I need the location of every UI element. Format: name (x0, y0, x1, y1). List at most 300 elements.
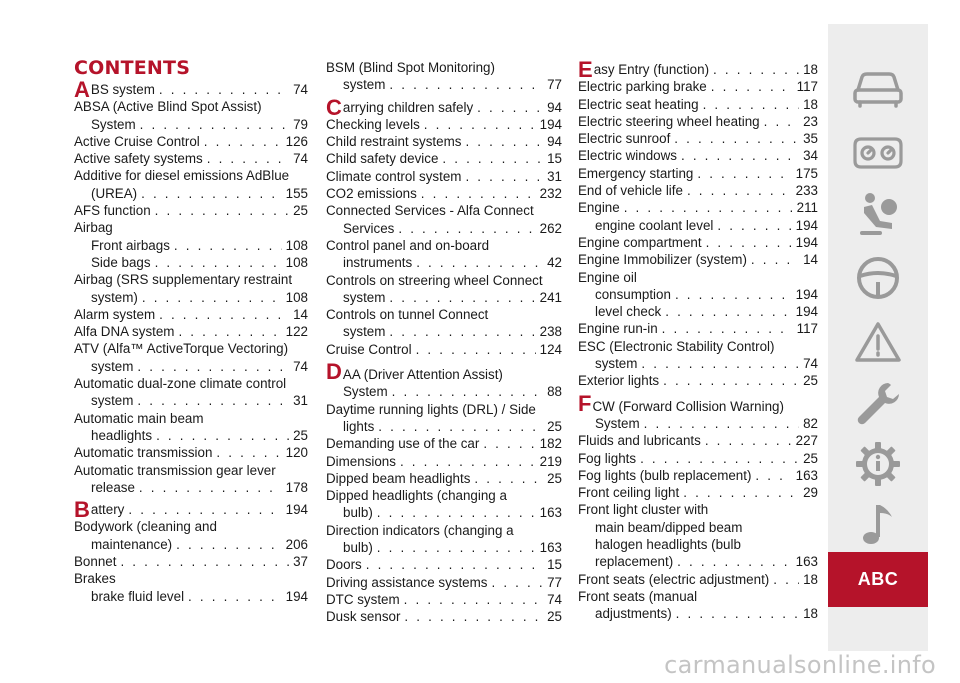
index-entry-label: replacement) (595, 554, 674, 570)
index-entry-label: Checking levels (326, 116, 420, 132)
index-entry-label: Electric parking brake (578, 79, 707, 95)
index-entry-label: System (91, 116, 136, 132)
index-entry-label: asy Entry (function) (593, 62, 710, 77)
index-heading (74, 518, 308, 535)
index-entry[interactable] (326, 383, 562, 400)
index-column-3 (578, 57, 818, 623)
page-number: 74 (293, 82, 308, 97)
dot-leader (665, 303, 791, 320)
index-entry[interactable] (578, 286, 818, 303)
index-entry[interactable] (326, 418, 562, 435)
index-entry-label: BS system (90, 82, 155, 97)
index-entry[interactable] (578, 96, 818, 113)
index-entry[interactable] (74, 427, 308, 444)
dot-leader (159, 81, 289, 98)
index-entry[interactable] (578, 450, 818, 467)
page-number: 124 (539, 341, 562, 357)
index-entry[interactable] (74, 150, 308, 167)
index-entry[interactable] (326, 574, 562, 591)
index-entry[interactable] (578, 217, 818, 234)
index-entry[interactable] (74, 323, 308, 340)
index-heading-label: Airbag (SRS supplementary restraint (74, 272, 293, 288)
dot-leader (128, 501, 281, 518)
dot-leader (377, 539, 536, 556)
dot-leader (706, 234, 792, 251)
page-number: 15 (547, 557, 562, 573)
index-entry[interactable] (326, 220, 562, 237)
dot-leader (366, 556, 543, 573)
section-letter: A (74, 77, 90, 103)
dot-leader (773, 571, 799, 588)
index-entry[interactable] (74, 254, 308, 271)
index-entry[interactable] (74, 536, 308, 553)
index-heading (578, 501, 818, 518)
dot-leader (155, 202, 289, 219)
index-entry[interactable] (326, 150, 562, 167)
airbag-person-icon[interactable] (828, 189, 928, 241)
dot-leader (483, 435, 535, 452)
index-entry[interactable] (326, 453, 562, 470)
index-heading (326, 487, 562, 504)
page-number: 163 (795, 554, 818, 570)
index-entry-label: Engine compartment (578, 234, 702, 250)
page-number: 34 (803, 148, 818, 164)
index-entry-label: Cruise Control (326, 341, 412, 357)
index-entry-label: Child safety device (326, 151, 439, 167)
dot-leader (141, 185, 282, 202)
index-entry[interactable] (326, 608, 562, 625)
dot-leader (389, 289, 535, 306)
index-heading-label: Bodywork (cleaning and (74, 519, 217, 535)
index-heading-label: ESC (Electronic Stability Control) (578, 338, 775, 354)
index-entry-label: Fluids and lubricants (578, 433, 701, 449)
dot-leader (120, 553, 289, 570)
index-entry-label: System (595, 415, 640, 431)
index-entry[interactable] (578, 113, 818, 130)
warning-triangle-icon[interactable] (828, 316, 928, 368)
dot-leader (178, 323, 281, 340)
index-entry[interactable] (74, 185, 308, 202)
page-number: 108 (285, 289, 308, 305)
index-heading (326, 401, 562, 418)
page-number: 194 (795, 234, 818, 250)
page-number: 23 (803, 113, 818, 129)
page-number: 35 (803, 131, 818, 147)
index-heading-label: Controls on streering wheel Connect (326, 272, 543, 288)
index-entry[interactable] (326, 289, 562, 306)
page-number: 15 (547, 151, 562, 167)
dot-leader (159, 306, 289, 323)
index-entry-label: (UREA) (91, 185, 138, 201)
dot-leader (677, 553, 792, 570)
dot-leader (703, 96, 800, 113)
index-heading-label: main beam/dipped beam (595, 519, 743, 535)
index-entry-label: arrying children safely (342, 99, 474, 115)
page-number: 211 (796, 200, 818, 216)
index-entry[interactable] (578, 372, 818, 389)
index-entry[interactable] (74, 444, 308, 461)
dot-leader (641, 355, 799, 372)
index-heading-label: Front seats (manual (578, 588, 698, 604)
dot-leader (674, 130, 799, 147)
index-entry-label: instruments (343, 255, 413, 271)
section-letter: E (578, 57, 593, 83)
dot-leader (156, 427, 289, 444)
page-number: 108 (285, 237, 308, 253)
page-number: 25 (803, 373, 818, 389)
index-entry[interactable] (74, 306, 308, 323)
dot-leader (624, 199, 793, 216)
index-entry-label: Dipped beam headlights (326, 470, 471, 486)
index-entry-label: Exterior lights (578, 373, 660, 389)
music-note-icon[interactable] (828, 498, 928, 550)
index-heading (326, 272, 562, 289)
dot-leader (421, 185, 536, 202)
dot-leader (377, 504, 536, 521)
page-number: 194 (795, 217, 818, 233)
instrument-panel-icon[interactable] (828, 127, 928, 179)
index-heading (74, 570, 308, 587)
index-entry-label: End of vehicle life (578, 183, 683, 199)
dot-leader (644, 415, 799, 432)
index-entry-label: Electric steering wheel heating (578, 113, 760, 129)
page-number: 94 (547, 134, 562, 150)
page-number: 37 (293, 554, 308, 570)
index-entry-label: Automatic transmission (74, 445, 213, 461)
dot-leader (717, 217, 791, 234)
index-entry-label: bulb) (343, 540, 373, 556)
index-entry[interactable] (74, 553, 308, 570)
index-entry[interactable] (578, 182, 818, 199)
index-heading (326, 237, 562, 254)
index-heading (578, 338, 818, 355)
page-number: 77 (547, 77, 562, 93)
section-letter: C (326, 94, 342, 120)
index-heading (326, 359, 562, 385)
page-number: 233 (795, 183, 818, 199)
index-entry[interactable] (326, 168, 562, 185)
index-heading-label: halogen headlights (bulb (595, 537, 741, 553)
index-entry-label: system (343, 324, 386, 340)
index-heading (326, 306, 562, 323)
index-heading-label: Connected Services - Alfa Connect (326, 203, 534, 219)
dot-leader (137, 392, 289, 409)
index-entry-label: Engine (578, 200, 620, 216)
index-entry-label: Alarm system (74, 306, 156, 322)
dot-leader (676, 605, 799, 622)
index-entry[interactable] (578, 320, 818, 337)
index-entry[interactable] (578, 303, 818, 320)
index-entry-label: system (595, 356, 638, 372)
dot-leader (204, 133, 282, 150)
page-number: 42 (547, 255, 562, 271)
index-heading-label: CW (Forward Collision Warning) (592, 398, 784, 414)
page-number: 194 (795, 304, 818, 320)
page-number: 25 (547, 418, 562, 434)
index-heading-label: Airbag (74, 220, 113, 236)
index-entry[interactable] (74, 358, 308, 375)
index-entry-label: system (91, 393, 134, 409)
index-entry-label: Driving assistance systems (326, 574, 488, 590)
dot-leader (404, 591, 543, 608)
index-entry-label: bulb) (343, 505, 373, 521)
page-number: 238 (539, 324, 562, 340)
index-entry[interactable] (74, 116, 308, 133)
index-entry-label: system (343, 289, 386, 305)
index-heading (578, 269, 818, 286)
index-entry-label: level check (595, 304, 662, 320)
page-number: 163 (795, 467, 818, 483)
page-number: 227 (795, 433, 818, 449)
dot-leader (697, 165, 791, 182)
page-number: 206 (285, 536, 308, 552)
index-heading-label: Additive for diesel emissions AdBlue (74, 168, 290, 184)
index-entry[interactable] (578, 234, 818, 251)
index-entry[interactable] (578, 415, 818, 432)
dot-leader (755, 467, 791, 484)
index-entry[interactable] (74, 479, 308, 496)
index-heading (74, 219, 308, 236)
index-entry[interactable] (326, 116, 562, 133)
dot-leader (474, 470, 543, 487)
dot-leader (188, 588, 282, 605)
dot-leader (378, 418, 543, 435)
page-number: 25 (293, 203, 308, 219)
index-heading-label: Automatic dual-zone climate control (74, 376, 287, 392)
index-entry[interactable] (74, 588, 308, 605)
page-number: 155 (285, 185, 308, 201)
page-number: 29 (803, 485, 818, 501)
index-heading-label: Automatic main beam (74, 410, 204, 426)
page-number: 74 (293, 358, 308, 374)
watermark: carmanualsonline.info (664, 651, 936, 679)
page-number: 117 (796, 321, 818, 337)
page-number: 79 (293, 116, 308, 132)
page-number: 14 (803, 252, 818, 268)
page-number: 82 (803, 415, 818, 431)
index-entry[interactable] (326, 185, 562, 202)
page-number: 25 (547, 470, 562, 486)
dot-leader (711, 78, 793, 95)
dot-leader (416, 254, 543, 271)
index-entry-label: lights (343, 418, 375, 434)
dot-leader (176, 536, 282, 553)
index-heading-label: Automatic transmission gear lever (74, 462, 276, 478)
index-heading (74, 340, 308, 357)
index-entry[interactable] (578, 199, 818, 216)
index-entry-label: Front seats (electric adjustment) (578, 571, 770, 587)
index-column-2 (326, 59, 562, 626)
index-heading (74, 98, 308, 115)
dot-leader (687, 182, 792, 199)
page-number: 232 (539, 186, 562, 202)
index-entry-label: system (343, 77, 386, 93)
dot-leader (140, 116, 289, 133)
index-heading-label: Direction indicators (changing a (326, 522, 514, 538)
dot-leader (142, 289, 282, 306)
dot-leader (681, 147, 799, 164)
page-number: 88 (547, 384, 562, 400)
page-number: 18 (803, 606, 818, 622)
index-heading (74, 271, 308, 288)
dot-leader (683, 484, 799, 501)
gear-info-icon[interactable] (828, 438, 928, 490)
index-heading-label: Daytime running lights (DRL) / Side (326, 401, 536, 417)
index-entry[interactable] (74, 497, 308, 523)
index-entry[interactable] (326, 76, 562, 93)
index-entry[interactable] (326, 539, 562, 556)
index-entry-label: Electric sunroof (578, 131, 671, 147)
index-entry-label: CO2 emissions (326, 186, 417, 202)
index-heading-label: ATV (Alfa™ ActiveTorque Vectoring) (74, 341, 289, 357)
index-heading (578, 519, 818, 536)
index-entry-label: Front ceiling light (578, 485, 680, 501)
page-title: CONTENTS (74, 57, 191, 79)
dot-leader (389, 76, 543, 93)
page-number: 241 (539, 289, 562, 305)
dot-leader (663, 372, 799, 389)
dot-leader (216, 444, 281, 461)
page-number: 194 (285, 588, 308, 604)
wrench-icon[interactable] (828, 377, 928, 429)
page-number: 122 (285, 324, 308, 340)
page-number: 25 (803, 450, 818, 466)
index-entry[interactable] (74, 133, 308, 150)
page-number: 163 (539, 505, 562, 521)
index-entry[interactable] (74, 392, 308, 409)
index-entry[interactable] (578, 130, 818, 147)
dot-leader (139, 479, 282, 496)
index-entry-label: Climate control system (326, 168, 462, 184)
index-entry-label: adjustments) (595, 606, 672, 622)
index-entry[interactable] (326, 341, 562, 358)
index-entry[interactable] (326, 254, 562, 271)
dot-leader (675, 286, 792, 303)
dot-leader (398, 220, 535, 237)
index-entry-label: DTC system (326, 591, 400, 607)
page-number: 18 (803, 62, 818, 77)
steering-wheel-icon[interactable] (828, 252, 928, 304)
page-number: 94 (547, 99, 562, 115)
index-entry[interactable] (326, 133, 562, 150)
index-entry[interactable] (74, 289, 308, 306)
index-entry-label: Child restraint systems (326, 134, 462, 150)
page-number: 108 (285, 254, 308, 270)
index-entry-label: Doors (326, 557, 362, 573)
car-icon[interactable] (828, 62, 928, 114)
index-heading (74, 462, 308, 479)
index-entry-label: Dusk sensor (326, 609, 401, 625)
index-entry[interactable] (326, 504, 562, 521)
page-number: 74 (547, 591, 562, 607)
page-number: 18 (803, 96, 818, 112)
index-entry-label: release (91, 479, 135, 495)
index-entry-label: System (343, 384, 388, 400)
page-number: 25 (547, 609, 562, 625)
index-entry[interactable] (326, 323, 562, 340)
index-entry-label: system (91, 358, 134, 374)
dot-leader (207, 150, 289, 167)
index-entry[interactable] (578, 78, 818, 95)
page-number: 74 (293, 151, 308, 167)
index-entry-label: Electric windows (578, 148, 677, 164)
page-number: 31 (547, 168, 562, 184)
index-column-1 (74, 77, 308, 605)
dot-leader (477, 99, 543, 116)
page-number: 194 (285, 502, 308, 518)
index-entry[interactable] (74, 202, 308, 219)
index-entry[interactable] (578, 571, 818, 588)
index-entry[interactable] (74, 77, 308, 103)
page-number: 120 (285, 445, 308, 461)
index-entry[interactable] (578, 355, 818, 372)
index-entry[interactable] (578, 553, 818, 570)
index-entry[interactable] (578, 484, 818, 501)
index-entry-label: attery (90, 502, 125, 518)
page-number: 74 (803, 356, 818, 372)
index-entry[interactable] (578, 147, 818, 164)
index-entry-label: Emergency starting (578, 165, 694, 181)
page-number: 219 (539, 453, 562, 469)
dot-leader (764, 113, 799, 130)
index-entry[interactable] (326, 556, 562, 573)
index-entry-label: system) (91, 289, 138, 305)
dot-leader (713, 61, 799, 78)
index-entry[interactable] (326, 94, 562, 120)
index-entry[interactable] (578, 432, 818, 449)
index-entry[interactable] (578, 57, 818, 83)
index-entry[interactable] (74, 237, 308, 254)
page-number: 31 (293, 393, 308, 409)
index-tab-abc[interactable]: ABC (828, 552, 928, 607)
page-number: 126 (285, 133, 308, 149)
index-entry[interactable] (326, 435, 562, 452)
page-number: 117 (796, 79, 818, 95)
index-entry[interactable] (578, 251, 818, 268)
index-entry-label: Fog lights (578, 450, 637, 466)
index-entry[interactable] (326, 591, 562, 608)
index-heading-label: ABSA (Active Blind Spot Assist) (74, 99, 262, 115)
index-heading-label: AA (Driver Attention Assist) (342, 367, 503, 383)
dot-leader (662, 320, 793, 337)
dot-leader (174, 237, 282, 254)
index-entry-label: Dimensions (326, 453, 396, 469)
dot-leader (705, 432, 792, 449)
dot-leader (491, 574, 543, 591)
index-entry-label: Services (343, 220, 395, 236)
chapter-sidebar (828, 24, 928, 651)
index-entry-label: Active Cruise Control (74, 133, 200, 149)
dot-leader (389, 323, 535, 340)
index-entry-label: Active safety systems (74, 151, 203, 167)
index-heading-label: BSM (Blind Spot Monitoring) (326, 60, 495, 75)
page-number: 178 (285, 479, 308, 495)
index-heading-label: Controls on tunnel Connect (326, 307, 489, 323)
page-number: 14 (293, 306, 308, 322)
index-heading-label: Brakes (74, 571, 116, 587)
index-entry[interactable] (578, 605, 818, 622)
index-entry[interactable] (578, 467, 818, 484)
index-entry-label: headlights (91, 427, 153, 443)
index-entry[interactable] (326, 470, 562, 487)
dot-leader (137, 358, 289, 375)
index-heading (74, 167, 308, 184)
page-number: 163 (539, 540, 562, 556)
index-entry[interactable] (578, 165, 818, 182)
index-heading-label: Dipped headlights (changing a (326, 488, 507, 504)
index-entry-label: Engine run-in (578, 321, 658, 337)
dot-leader (404, 608, 543, 625)
